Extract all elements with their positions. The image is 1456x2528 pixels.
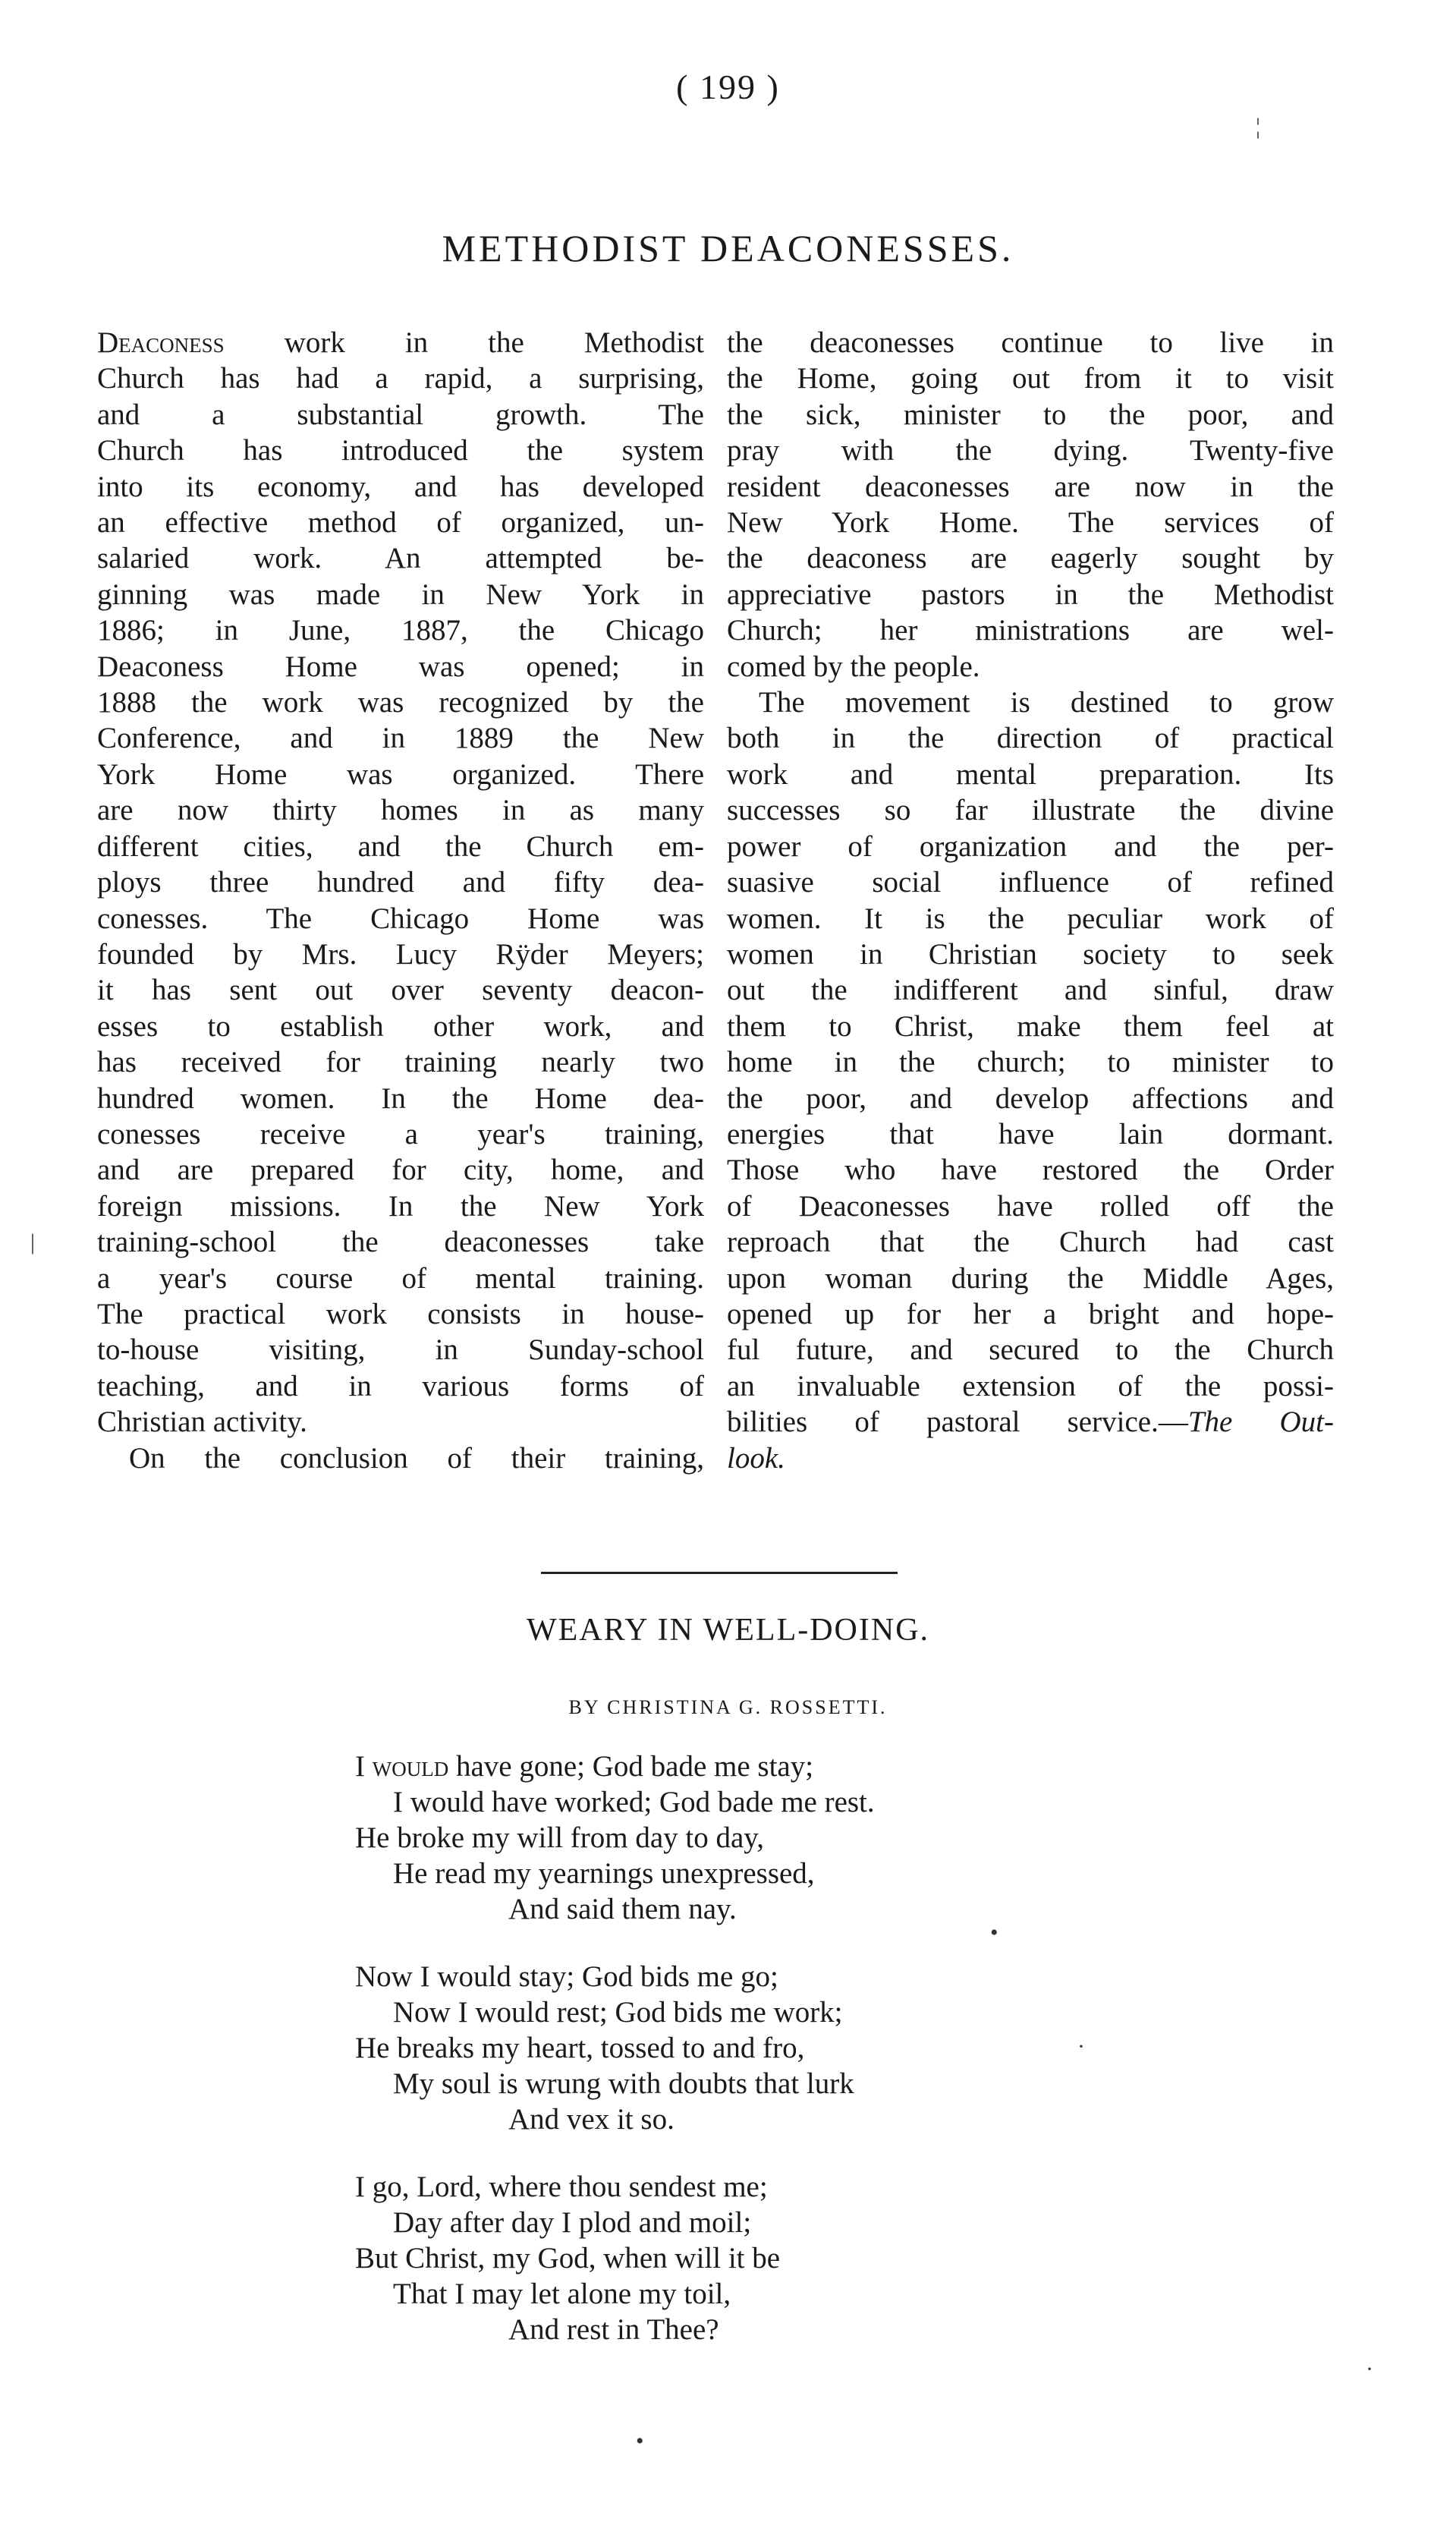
poem-line: My soul is wrung with doubts that lurk xyxy=(393,2067,854,2100)
text-line: Church has introduced the system xyxy=(97,434,704,468)
margin-mark: | xyxy=(30,1229,36,1255)
poem-line: And vex it so. xyxy=(508,2103,675,2136)
text-line: Church has had a rapid, a surprising, xyxy=(97,362,704,395)
text-line: work and mental preparation. Its xyxy=(727,757,1334,791)
stray-dot: · xyxy=(1366,2356,1373,2382)
text-line: upon woman during the Middle Ages, xyxy=(727,1261,1334,1295)
text-line: ploys three hundred and fifty dea- xyxy=(97,866,704,899)
poem-title: WEARY IN WELL-DOING. xyxy=(526,1613,930,1648)
poem-line: Now I would rest; God bids me work; xyxy=(393,1996,843,2029)
text-line: New York Home. The services of xyxy=(727,506,1334,540)
text-line: On the conclusion of their training, xyxy=(129,1441,704,1475)
article-column-right xyxy=(727,325,1334,1476)
poem-line: He read my yearnings unexpressed, xyxy=(393,1857,815,1890)
text-line: pray with the dying. Twenty-five xyxy=(727,434,1334,468)
text-line: the deaconesses continue to live in xyxy=(727,326,1334,359)
text-line: it has sent out over seventy deacon- xyxy=(97,974,704,1007)
drop-word: Deaconess xyxy=(97,326,285,359)
text-line: appreciative pastors in the Methodist xyxy=(727,578,1334,611)
text-line: The practical work consists in house- xyxy=(97,1297,704,1330)
text-line: both in the direction of practical xyxy=(727,722,1334,755)
text-line: different cities, and the Church em- xyxy=(97,830,704,863)
text-line: ful future, and secured to the Church xyxy=(727,1333,1334,1367)
article-title: METHODIST DEACONESSES. xyxy=(442,227,1014,269)
text-line: Conference, and in 1889 the New xyxy=(97,722,704,755)
text-line: and are prepared for city, home, and xyxy=(97,1154,704,1187)
text-line: Deaconess work in the Methodist xyxy=(97,326,704,359)
text-line: an effective method of organized, un- xyxy=(97,506,704,540)
text-line: Deaconess Home was opened; in xyxy=(97,650,704,683)
poem-line: That I may let alone my toil, xyxy=(393,2278,731,2310)
text-line: teaching, and in various forms of xyxy=(97,1369,704,1403)
poem-line: And rest in Thee? xyxy=(508,2313,719,2346)
stray-dot: • xyxy=(636,2429,644,2454)
text-line: ginning was made in New York in xyxy=(97,578,704,611)
text-line: 1888 the work was recognized by the xyxy=(97,686,704,719)
poem-line: Day after day I plod and moil; xyxy=(393,2206,752,2239)
text-line: salaried work. An attempted be- xyxy=(97,542,704,575)
stray-dot: · xyxy=(1077,2034,1085,2059)
poem-line: He breaks my heart, tossed to and fro, xyxy=(355,2032,805,2064)
text-line: York Home was organized. There xyxy=(97,757,704,791)
poem-line: He broke my will from day to day, xyxy=(355,1821,765,1854)
text-line: The movement is destined to grow xyxy=(759,686,1334,719)
text-line: resident deaconesses are now in the xyxy=(727,470,1334,503)
text-line: women. It is the peculiar work of xyxy=(727,902,1334,935)
poem-line: I would have gone; God bade me stay; xyxy=(355,1750,814,1783)
text-line: out the indifferent and sinful, draw xyxy=(727,974,1334,1007)
text-line xyxy=(727,1440,1334,1476)
poem-line: But Christ, my God, when will it be xyxy=(355,2242,781,2275)
text-line: the Home, going out from it to visit xyxy=(727,362,1334,395)
stray-mark: ¦ xyxy=(1256,114,1261,139)
text-line: and a substantial growth. The xyxy=(97,398,704,431)
text-line: the poor, and develop affections and xyxy=(727,1081,1334,1115)
text-line: reproach that the Church had cast xyxy=(727,1226,1334,1259)
text-line: home in the church; to minister to xyxy=(727,1046,1334,1079)
section-divider xyxy=(541,1572,898,1574)
text-line: them to Christ, make them feel at xyxy=(727,1009,1334,1043)
text-line: Those who have restored the Order xyxy=(727,1154,1334,1187)
text-line: opened up for her a bright and hope- xyxy=(727,1297,1334,1330)
poem-author: BY CHRISTINA G. ROSSETTI. xyxy=(568,1696,888,1718)
text-line: are now thirty homes in as many xyxy=(97,794,704,827)
text-line: 1886; in June, 1887, the Chicago xyxy=(97,614,704,647)
text-line: a year's course of mental training. xyxy=(97,1261,704,1295)
text-line: successes so far illustrate the divine xyxy=(727,794,1334,827)
text-line: an invaluable extension of the possi- xyxy=(727,1369,1334,1403)
text-line: suasive social influence of refined xyxy=(727,866,1334,899)
text-line: into its economy, and has developed xyxy=(97,470,704,503)
text-line: to-house visiting, in Sunday-school xyxy=(97,1333,704,1367)
article-column-left xyxy=(97,325,704,1476)
poem-line: I would have worked; God bade me rest. xyxy=(393,1786,875,1818)
text-line: esses to establish other work, and xyxy=(97,1009,704,1043)
text-line: women in Christian society to seek xyxy=(727,937,1334,971)
poem-line: And said them nay. xyxy=(508,1893,737,1925)
stray-dot: • xyxy=(990,1920,998,1945)
text-line: bilities of pastoral service.—The Out- xyxy=(727,1406,1334,1439)
text-line: conesses. The Chicago Home was xyxy=(97,902,704,935)
drop-word: I would xyxy=(355,1750,456,1783)
page-number: ( 199 ) xyxy=(676,68,780,106)
text-line: the deaconess are eagerly sought by xyxy=(727,542,1334,575)
source-citation: The Out- xyxy=(1187,1406,1334,1439)
text-line: training-school the deaconesses take xyxy=(97,1226,704,1259)
text-line: the sick, minister to the poor, and xyxy=(727,398,1334,431)
text-line: energies that have lain dormant. xyxy=(727,1117,1334,1151)
text-line: conesses receive a year's training, xyxy=(97,1117,704,1151)
text-line: has received for training nearly two xyxy=(97,1046,704,1079)
text-line: foreign missions. In the New York xyxy=(97,1189,704,1223)
text-line: Christian activity. xyxy=(97,1406,307,1439)
text-line: of Deaconesses have rolled off the xyxy=(727,1189,1334,1223)
text-line: Church; her ministrations are wel- xyxy=(727,614,1334,647)
text-line: hundred women. In the Home dea- xyxy=(97,1081,704,1115)
poem-line: Now I would stay; God bids me go; xyxy=(355,1960,778,1993)
text-line: founded by Mrs. Lucy Rÿder Meyers; xyxy=(97,937,704,971)
text-line: comed by the people. xyxy=(727,650,980,683)
text-line: power of organization and the per- xyxy=(727,830,1334,863)
source-citation: look. xyxy=(727,1441,785,1475)
poem-line: I go, Lord, where thou sendest me; xyxy=(355,2171,768,2203)
